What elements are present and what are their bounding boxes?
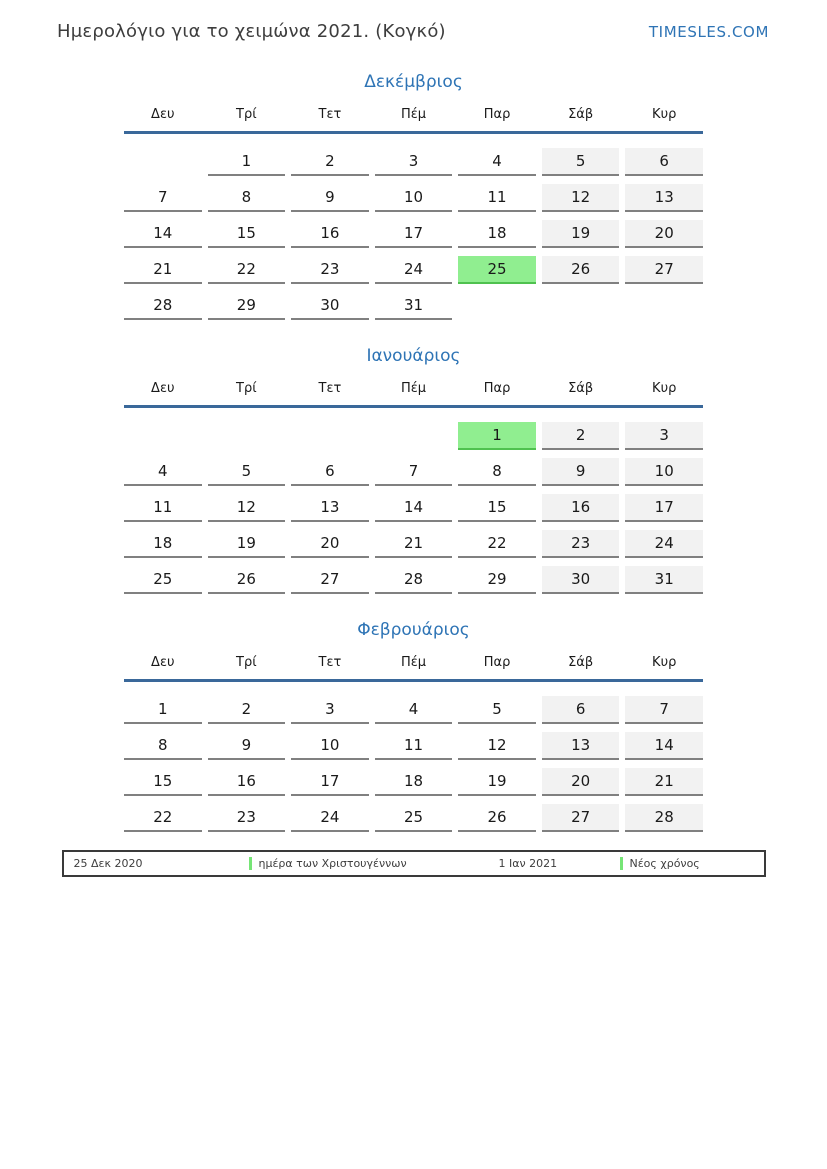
day-cell: 25 (375, 804, 453, 832)
day-cell: 22 (124, 804, 202, 832)
day-cell: 7 (124, 184, 202, 212)
day-cell: 4 (375, 696, 453, 724)
day-cell: 18 (375, 768, 453, 796)
weekday-label: Κυρ (652, 107, 677, 122)
day-cell: 29 (208, 292, 286, 320)
day-cell: 2 (542, 422, 620, 450)
weekday-label: Κυρ (652, 655, 677, 670)
weekday-header-row (124, 107, 703, 134)
weekday-label: Πέμ (400, 381, 427, 396)
day-cell: 9 (542, 458, 620, 486)
weekday-label: Πέμ (400, 655, 427, 670)
day-cell: 3 (375, 148, 453, 176)
day-cell: 20 (291, 530, 369, 558)
day-cell: 19 (542, 220, 620, 248)
day-cell: 5 (458, 696, 536, 724)
page-header (0, 0, 827, 42)
day-cell: 14 (625, 732, 703, 760)
month-calendar-0 (124, 72, 703, 320)
weekday-header-row (124, 655, 703, 682)
day-cell: 12 (542, 184, 620, 212)
day-cell: 29 (458, 566, 536, 594)
day-cell: 28 (124, 292, 202, 320)
day-cell: 7 (625, 696, 703, 724)
day-cell: 11 (124, 494, 202, 522)
day-cell: 7 (375, 458, 453, 486)
day-cell: 1 (458, 422, 536, 450)
day-cell: 14 (124, 220, 202, 248)
day-cell: 10 (625, 458, 703, 486)
day-cell: 16 (208, 768, 286, 796)
holiday-marker-icon (249, 857, 252, 870)
day-cell: 17 (375, 220, 453, 248)
empty-cell (291, 422, 369, 450)
day-cell: 3 (625, 422, 703, 450)
day-cell: 12 (458, 732, 536, 760)
day-cell: 20 (542, 768, 620, 796)
day-cell: 5 (542, 148, 620, 176)
day-cell: 13 (542, 732, 620, 760)
calendar-months (124, 72, 703, 832)
day-cell: 26 (458, 804, 536, 832)
holiday-marker-icon (620, 857, 623, 870)
weekday-label: Τετ (318, 381, 342, 396)
day-grid (124, 696, 703, 832)
day-cell: 13 (625, 184, 703, 212)
weekday-label: Παρ (483, 107, 511, 122)
weekday-label: Πέμ (400, 107, 427, 122)
weekday-label: Σάβ (568, 381, 594, 396)
legend-date-1: 1 Ιαν 2021 (498, 857, 558, 870)
day-cell: 18 (458, 220, 536, 248)
weekday-header-row (124, 381, 703, 408)
day-cell: 15 (458, 494, 536, 522)
day-cell: 27 (291, 566, 369, 594)
day-cell: 17 (291, 768, 369, 796)
weekday-label: Δευ (151, 107, 175, 122)
weekday-label: Σάβ (568, 655, 594, 670)
day-cell: 27 (625, 256, 703, 284)
legend-label-text: Νέος χρόνος (629, 857, 700, 870)
day-cell: 18 (124, 530, 202, 558)
day-cell: 10 (291, 732, 369, 760)
legend-label-0 (249, 857, 499, 870)
day-cell: 12 (208, 494, 286, 522)
day-cell: 22 (208, 256, 286, 284)
day-cell: 20 (625, 220, 703, 248)
empty-cell (375, 422, 453, 450)
site-link[interactable]: TIMESLES.COM (648, 23, 769, 41)
day-cell: 6 (291, 458, 369, 486)
empty-cell (625, 292, 703, 320)
day-cell: 25 (124, 566, 202, 594)
weekday-label: Τετ (318, 107, 342, 122)
day-cell: 26 (208, 566, 286, 594)
empty-cell (542, 292, 620, 320)
day-cell: 15 (208, 220, 286, 248)
empty-cell (124, 422, 202, 450)
day-cell: 24 (625, 530, 703, 558)
day-grid (124, 148, 703, 320)
legend-label-1 (620, 857, 700, 870)
day-cell: 23 (542, 530, 620, 558)
day-cell: 4 (124, 458, 202, 486)
empty-cell (458, 292, 536, 320)
day-cell: 2 (208, 696, 286, 724)
month-calendar-2 (124, 620, 703, 832)
day-cell: 15 (124, 768, 202, 796)
day-cell: 13 (291, 494, 369, 522)
day-cell: 17 (625, 494, 703, 522)
day-cell: 16 (542, 494, 620, 522)
day-cell: 19 (208, 530, 286, 558)
day-cell: 28 (375, 566, 453, 594)
day-cell: 26 (542, 256, 620, 284)
day-cell: 1 (208, 148, 286, 176)
weekday-label: Κυρ (652, 381, 677, 396)
day-cell: 21 (124, 256, 202, 284)
day-cell: 5 (208, 458, 286, 486)
weekday-label: Τετ (318, 655, 342, 670)
day-cell: 23 (208, 804, 286, 832)
day-cell: 21 (625, 768, 703, 796)
day-cell: 21 (375, 530, 453, 558)
day-cell: 9 (208, 732, 286, 760)
day-cell: 3 (291, 696, 369, 724)
weekday-label: Τρί (236, 107, 257, 122)
day-cell: 28 (625, 804, 703, 832)
day-cell: 10 (375, 184, 453, 212)
day-cell: 2 (291, 148, 369, 176)
day-cell: 1 (124, 696, 202, 724)
day-grid (124, 422, 703, 594)
day-cell: 24 (291, 804, 369, 832)
legend-row (62, 850, 766, 877)
weekday-label: Σάβ (568, 107, 594, 122)
day-cell: 6 (625, 148, 703, 176)
day-cell: 8 (124, 732, 202, 760)
legend-label-text: ημέρα των Χριστουγέννων (258, 857, 407, 870)
day-cell: 4 (458, 148, 536, 176)
weekday-label: Παρ (483, 655, 511, 670)
day-cell: 9 (291, 184, 369, 212)
month-title: Ιανουάριος (366, 346, 461, 366)
day-cell: 31 (625, 566, 703, 594)
day-cell: 14 (375, 494, 453, 522)
day-cell: 16 (291, 220, 369, 248)
month-title: Φεβρουάριος (357, 620, 470, 640)
month-title: Δεκέμβριος (364, 72, 463, 92)
weekday-label: Δευ (151, 381, 175, 396)
day-cell: 31 (375, 292, 453, 320)
day-cell: 27 (542, 804, 620, 832)
day-cell: 24 (375, 256, 453, 284)
weekday-label: Δευ (151, 655, 175, 670)
empty-cell (208, 422, 286, 450)
day-cell: 8 (208, 184, 286, 212)
day-cell: 11 (375, 732, 453, 760)
day-cell: 6 (542, 696, 620, 724)
legend-date-0: 25 Δεκ 2020 (73, 857, 143, 870)
weekday-label: Τρί (236, 381, 257, 396)
weekday-label: Τρί (236, 655, 257, 670)
weekday-label: Παρ (483, 381, 511, 396)
day-cell: 25 (458, 256, 536, 284)
day-cell: 30 (291, 292, 369, 320)
day-cell: 30 (542, 566, 620, 594)
page-title: Ημερολόγιο για το χειμώνα 2021. (Κογκό) (57, 21, 446, 42)
day-cell: 8 (458, 458, 536, 486)
day-cell: 22 (458, 530, 536, 558)
day-cell: 11 (458, 184, 536, 212)
day-cell: 23 (291, 256, 369, 284)
month-calendar-1 (124, 346, 703, 594)
empty-cell (124, 148, 202, 176)
day-cell: 19 (458, 768, 536, 796)
